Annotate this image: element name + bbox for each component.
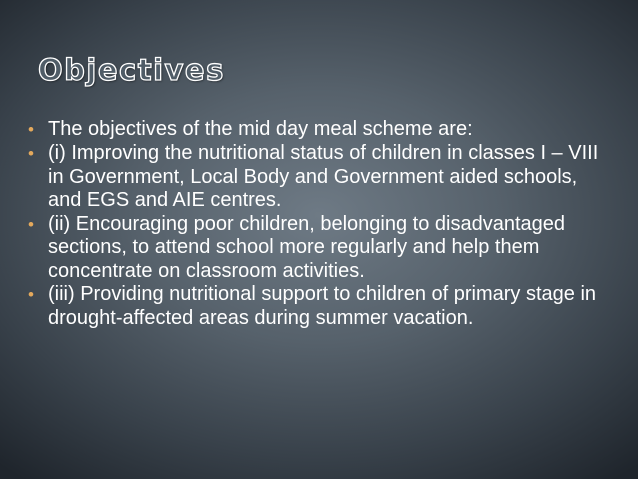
bullet-icon: • xyxy=(28,120,34,139)
bullet-item xyxy=(26,142,606,213)
bullet-text: (i) Improving the nutritional status of children in classes I – VIII in Government, Local Body and Government aided schools, and EGS and AIE centres. xyxy=(48,142,599,211)
bullet-text: The objectives of the mid day meal scheme are: xyxy=(48,118,473,140)
bullet-item xyxy=(26,213,606,284)
bullet-list xyxy=(26,118,606,330)
slide-title: Objectives xyxy=(38,53,225,87)
bullet-text: (iii) Providing nutritional support to children of primary stage in drought-affected areas during summer vacation. xyxy=(48,283,597,329)
bullet-text: (ii) Encouraging poor children, belonging to disadvantaged sections, to attend school more regularly and help them concentrate on classroom activities. xyxy=(48,212,566,282)
bullet-icon: • xyxy=(28,285,34,304)
bullet-item xyxy=(26,283,606,330)
bullet-icon: • xyxy=(28,214,34,234)
bullet-item xyxy=(26,118,606,142)
bullet-icon: • xyxy=(28,144,34,163)
